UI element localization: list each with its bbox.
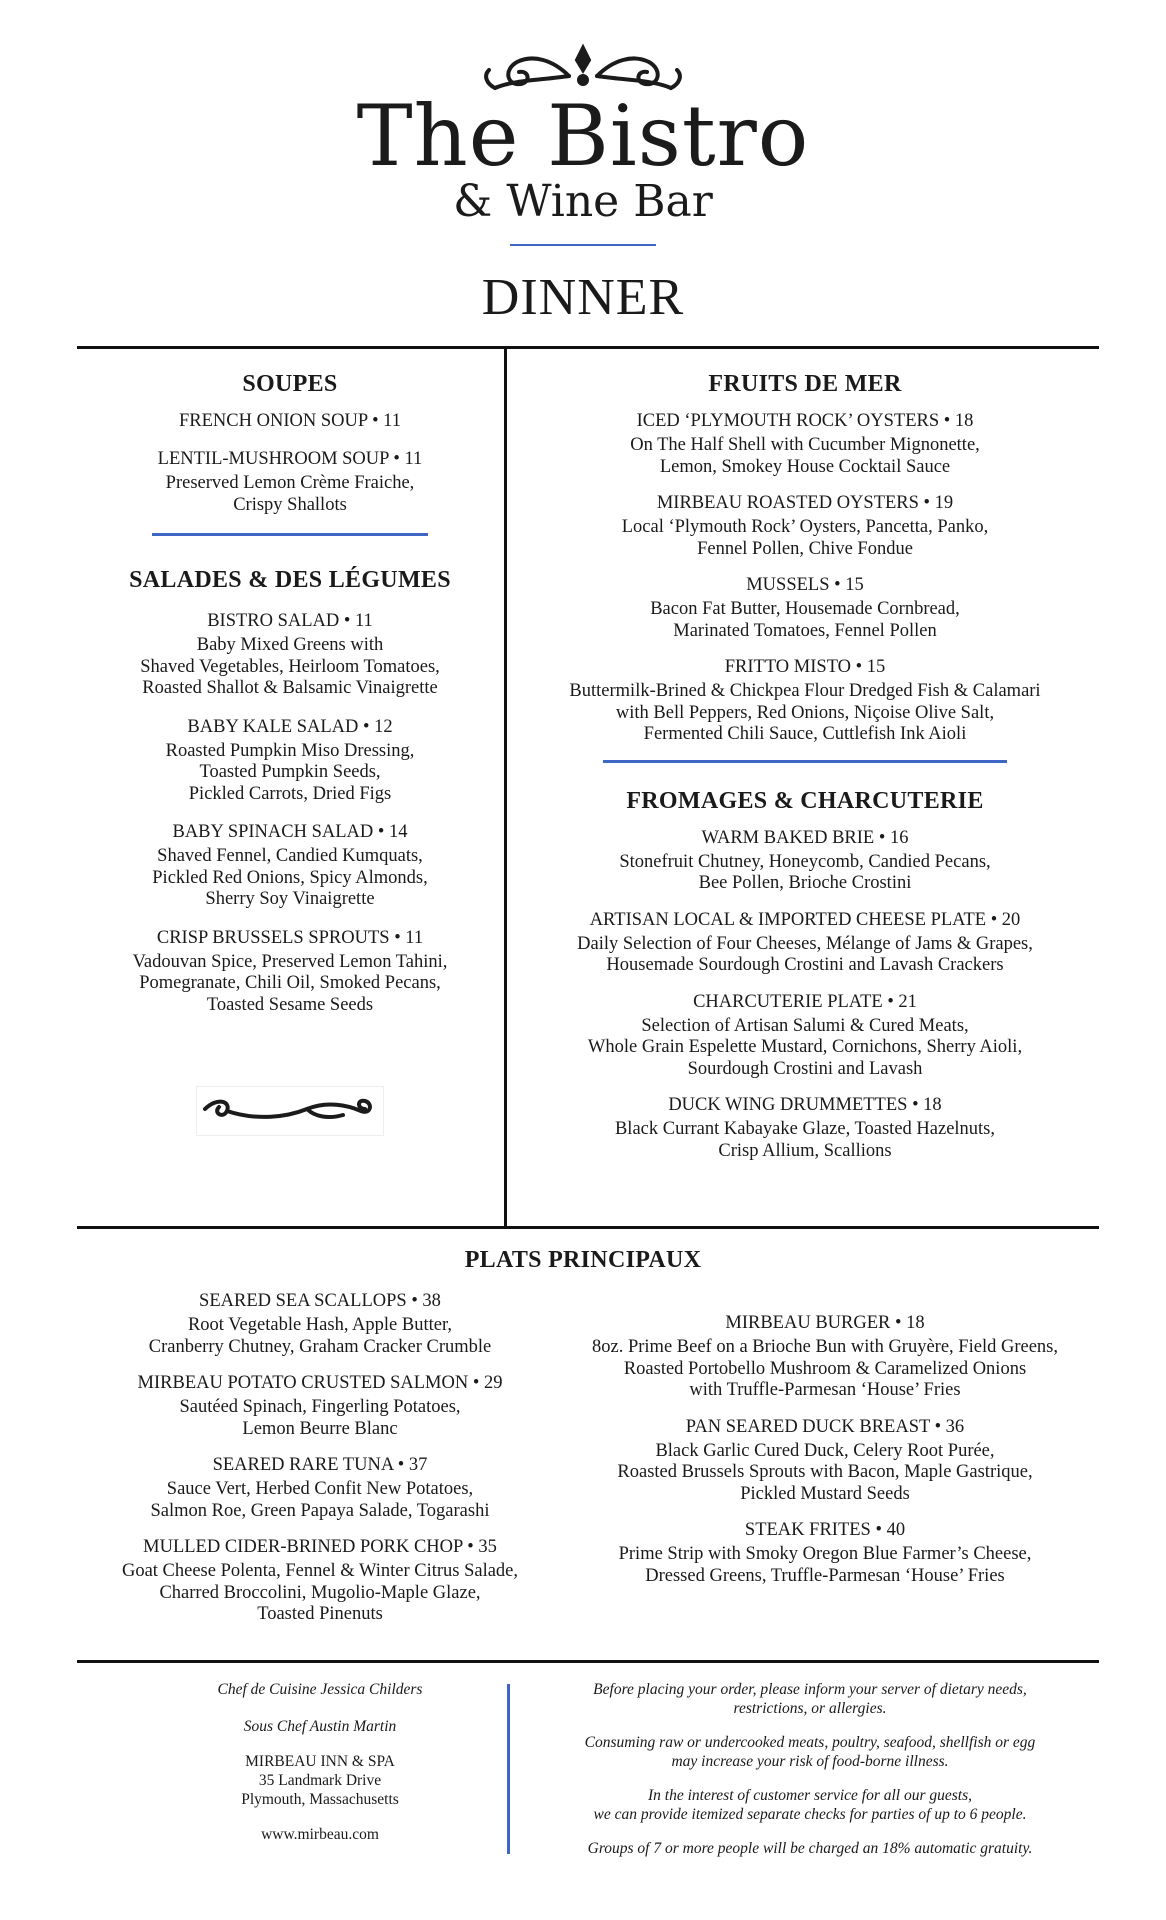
menu-item-description-line: Shaved Vegetables, Heirloom Tomatoes, [140,656,440,677]
menu-item-description-line: Roasted Shallot & Balsamic Vinaigrette [142,678,438,698]
menu-item-name: MIRBEAU BURGER • 18 [725,1313,925,1333]
menu-item-name: DUCK WING DRUMMETTES • 18 [668,1095,942,1115]
menu-item-name: BABY SPINACH SALAD • 14 [172,822,408,842]
brand-title: The Bistro [356,87,810,185]
menu-item-description-line: Vadouvan Spice, Preserved Lemon Tahini, [132,951,448,972]
footer-note-line: Consuming raw or undercooked meats, poultry, seafood, shellfish or egg [584,1734,1036,1751]
menu-item-description-line: Toasted Pumpkin Seeds, [199,762,381,782]
menu-item-description [512,1016,1098,1081]
menu-item-description [512,599,1098,642]
menu-item-description-line: Stonefruit Chutney, Honeycomb, Candied Pecans, [619,851,991,872]
fromages-list [512,827,1098,1163]
menu-item-name: MULLED CIDER-BRINED PORK CHOP • 35 [143,1537,497,1557]
menu-item [100,1536,540,1626]
section-title-fruits-de-mer: FRUITS DE MER [708,371,902,397]
menu-item [512,574,1098,642]
menu-item-description-line: Baby Mixed Greens with [196,635,384,655]
menu-item-description-line: Lemon, Smokey House Cocktail Sauce [659,456,951,477]
menu-item-description [512,681,1098,746]
menu-item-description-line: Sourdough Crostini and Lavash [687,1058,923,1079]
section-title-fromages: FROMAGES & CHARCUTERIE [626,787,984,814]
footer-note-line: In the interest of customer service for all our guests, [647,1787,973,1804]
menu-item-description-line: Pickled Red Onions, Spicy Almonds, [152,867,428,888]
menu-item [100,1372,540,1440]
menu-item [512,656,1098,746]
menu-item-name: SEARED RARE TUNA • 37 [212,1455,428,1475]
plats-right-column [560,1312,1090,1587]
menu-item-description-line: Cranberry Chutney, Graham Cracker Crumble [148,1336,492,1357]
menu-item-name: ARTISAN LOCAL & IMPORTED CHEESE PLATE • 20 [589,909,1021,930]
divider-top [77,346,1099,349]
footer-divider [507,1684,510,1854]
menu-item-description-line: Roasted Pumpkin Miso Dressing, [165,740,415,761]
sous-chef-name: Sous Chef Austin Martin [243,1718,397,1735]
right-column [512,370,1098,1162]
menu-item-description-line: Root Vegetable Hash, Apple Butter, [187,1315,453,1335]
section-title-plats: PLATS PRINCIPAUX [464,1247,702,1273]
divider-bottom [77,1660,1099,1663]
menu-item-description-line: Preserved Lemon Crème Fraiche, [165,473,415,493]
menu-item-name: BISTRO SALAD • 11 [207,611,373,631]
footer-note [540,1680,1080,1718]
menu-item-description [80,741,500,806]
flourish-divider-icon [196,1086,384,1136]
menu-item-name: BABY KALE SALAD • 12 [187,716,393,737]
menu-item-name: FRENCH ONION SOUP • 11 [179,411,401,431]
menu-item-description-line: 8oz. Prime Beef on a Brioche Bun with Gruyère, Field Greens, [592,1337,1058,1357]
menu-item-description-line: Marinated Tomatoes, Fennel Pollen [673,620,937,641]
menu-item [512,492,1098,560]
menu-item-description-line: Selection of Artisan Salumi & Cured Meats, [641,1015,969,1036]
menu-item-description-line: Goat Cheese Polenta, Fennel & Winter Citrus Salade, [121,1561,519,1581]
fruits-de-mer-list [512,410,1098,746]
menu-item-name: PAN SEARED DUCK BREAST • 36 [685,1416,965,1437]
inn-name: MIRBEAU INN & SPA [245,1753,395,1770]
menu-item-name: ICED ‘PLYMOUTH ROCK’ OYSTERS • 18 [636,411,974,431]
menu-item [512,991,1098,1081]
footer-note [540,1786,1080,1824]
menu-item-description [560,1441,1090,1506]
menu-item-description-line: Housemade Sourdough Crostini and Lavash Crackers [606,955,1004,975]
menu-item-description [512,1119,1098,1162]
menu-item-description-line: Crispy Shallots [233,494,347,515]
menu-item-description-line: Fennel Pollen, Chive Fondue [697,538,913,559]
menu-item-name: CRISP BRUSSELS SPROUTS • 11 [156,927,424,948]
section-title-soupes: SOUPES [242,371,338,397]
menu-item-description-line: Shaved Fennel, Candied Kumquats, [157,846,423,866]
menu-item-description-line: On The Half Shell with Cucumber Mignonette, [630,435,980,455]
plats-left-column [100,1290,540,1626]
menu-item-description [100,1315,540,1358]
menu-item [560,1312,1090,1402]
menu-item-description-line: with Bell Peppers, Red Onions, Niçoise Olive Salt, [615,702,995,723]
menu-item-description-line: Charred Broccolini, Mugolio-Maple Glaze, [159,1582,481,1603]
menu-item-description-line: Prime Strip with Smoky Oregon Blue Farmer’s Cheese, [618,1544,1032,1564]
menu-item-description-line: Bacon Fat Butter, Housemade Cornbread, [650,599,960,619]
soupes-list [80,410,500,516]
menu-item-description [100,1397,540,1440]
menu-item-description-line: Fermented Chili Sauce, Cuttlefish Ink Aioli [643,724,967,744]
menu-item-description-line: Roasted Brussels Sprouts with Bacon, Maple Gastrique, [617,1462,1033,1482]
brand-subtitle: & Wine Bar [453,176,713,227]
menu-item-description-line: Lemon Beurre Blanc [242,1418,398,1439]
logo [0,40,1166,227]
menu-item [80,410,500,432]
menu-item-description-line: Black Currant Kabayake Glaze, Toasted Hazelnuts, [614,1119,996,1139]
menu-item-description-line: Daily Selection of Four Cheeses, Mélange of Jams & Grapes, [577,933,1033,954]
chef-name: Chef de Cuisine Jessica Childers [217,1681,423,1698]
footer-left [120,1680,520,1844]
menu-item-name: SEARED SEA SCALLOPS • 38 [199,1291,441,1311]
menu-item-description-line: Sherry Soy Vinaigrette [205,889,375,909]
menu-item [80,448,500,516]
menu-item-description-line: Dressed Greens, Truffle-Parmesan ‘House’ Fries [645,1565,1005,1586]
menu-item-description-line: Toasted Sesame Seeds [206,994,374,1015]
menu-item-description-line: Buttermilk-Brined & Chickpea Flour Dredged Fish & Calamari [569,681,1041,701]
footer-note-line: may increase your risk of food-borne illness. [671,1753,949,1770]
menu-item-description [560,1544,1090,1587]
divider-vertical [504,346,507,1226]
menu-item-description-line: Pomegranate, Chili Oil, Smoked Pecans, [139,973,441,993]
menu-title: DINNER [481,269,685,326]
section-title-salades: SALADES & DES LÉGUMES [129,567,451,593]
menu-item [80,821,500,911]
menu-item-description [80,952,500,1017]
menu-item-description [80,635,500,700]
footer-note-line: Before placing your order, please inform your server of dietary needs, [593,1681,1027,1698]
menu-item-description-line: Local ‘Plymouth Rock’ Oysters, Pancetta, Panko, [621,517,989,537]
menu-item-name: MIRBEAU ROASTED OYSTERS • 19 [656,493,954,513]
menu-item [80,927,500,1017]
menu-item-description-line: Sauce Vert, Herbed Confit New Potatoes, [166,1479,474,1499]
menu-item-description-line: Sautéed Spinach, Fingerling Potatoes, [179,1397,461,1417]
menu-item-name: MIRBEAU POTATO CRUSTED SALMON • 29 [137,1373,503,1393]
menu-item-description-line: Pickled Mustard Seeds [740,1483,910,1504]
menu-item-description [512,435,1098,478]
footer-notes [540,1680,1080,1858]
menu-item-name: FRITTO MISTO • 15 [724,657,886,677]
menu-item [512,410,1098,478]
menu-item [80,610,500,700]
menu-item-description [512,934,1098,977]
menu-item [100,1290,540,1358]
menu-item-description-line: Bee Pollen, Brioche Crostini [698,873,912,893]
menu-item-description [80,473,500,516]
menu-item-description [560,1337,1090,1402]
section-separator [603,760,1007,763]
menu-item [560,1416,1090,1506]
menu-item [80,716,500,806]
divider-middle [77,1226,1099,1229]
menu-item-description [100,1479,540,1522]
menu-item [560,1519,1090,1587]
menu-item-description-line: Crisp Allium, Scallions [718,1140,892,1161]
menu-item-description [100,1561,540,1626]
menu-item-description-line: with Truffle-Parmesan ‘House’ Fries [689,1380,961,1400]
footer-note [540,1733,1080,1771]
menu-item-description-line: Pickled Carrots, Dried Figs [188,783,392,804]
menu-item [512,909,1098,977]
menu-item-name: CHARCUTERIE PLATE • 21 [693,991,917,1012]
menu-item-name: STEAK FRITES • 40 [744,1520,906,1540]
menu-item [512,827,1098,895]
menu-item [512,1094,1098,1162]
menu-item-description-line: Salmon Roe, Green Papaya Salade, Togarashi [150,1500,490,1521]
inn-city: Plymouth, Massachusetts [241,1791,399,1808]
menu-item-description-line: Black Garlic Cured Duck, Celery Root Purée, [655,1440,995,1461]
footer-note-line: Groups of 7 or more people will be charged an 18% automatic gratuity. [587,1840,1033,1857]
footer-note [540,1839,1080,1858]
menu-item-name: LENTIL-MUSHROOM SOUP • 11 [157,449,423,469]
menu-item-description-line: Toasted Pinenuts [257,1604,383,1624]
menu-item-description [512,852,1098,895]
website-link[interactable]: www.mirbeau.com [261,1826,379,1843]
left-column [80,370,500,1136]
menu-item [100,1454,540,1522]
menu-item-name: WARM BAKED BRIE • 16 [701,827,909,848]
footer-note-line: we can provide itemized separate checks for parties of up to 6 people. [593,1806,1027,1823]
section-separator [152,533,428,536]
inn-street: 35 Landmark Drive [258,1772,382,1789]
salades-list [80,610,500,1016]
menu-item-description [80,846,500,911]
footer-note-line: restrictions, or allergies. [733,1700,887,1717]
menu-item-description [512,517,1098,560]
logo-underline [510,244,656,246]
menu-item-description-line: Roasted Portobello Mushroom & Caramelized Onions [623,1358,1027,1379]
menu-item-description-line: Whole Grain Espelette Mustard, Cornichons, Sherry Aioli, [587,1037,1023,1057]
menu-item-name: MUSSELS • 15 [746,575,864,595]
